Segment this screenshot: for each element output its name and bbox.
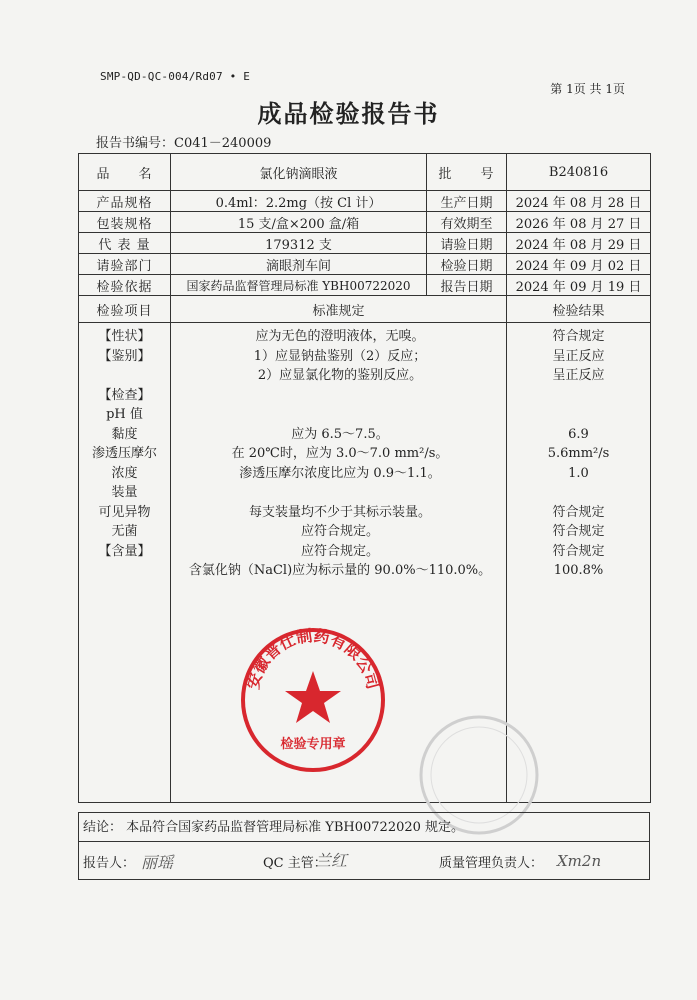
list-item: 应为无色的澄明液体，无嗅。 — [255, 329, 425, 344]
list-item: 5.6mm²/s — [547, 446, 610, 461]
pack-label: 包装规格 — [79, 212, 171, 233]
list-item: 在 20℃时，应为 3.0～7.0 mm²/s。 — [231, 446, 449, 461]
batch-label: 批 号 — [427, 154, 507, 191]
exp-value: 2026 年 08 月 27 日 — [507, 212, 651, 233]
document-code: SMP-QD-QC-004/Rd07 • E — [100, 70, 251, 83]
mfg-label: 生产日期 — [427, 191, 507, 212]
list-item: 呈正反应 — [552, 348, 605, 364]
list-item: 【检查】 — [98, 387, 151, 403]
table-row — [79, 254, 651, 275]
qa-label: 质量管理负责人： — [439, 856, 544, 871]
batch-value: B240816 — [507, 154, 651, 191]
table-row — [79, 212, 651, 233]
qc-label: QC 主管： — [263, 856, 327, 871]
items-column — [79, 323, 171, 803]
list-item: 1.0 — [568, 465, 589, 481]
list-item: 装量 — [111, 485, 138, 500]
list-item: 应符合规定。 — [300, 524, 379, 539]
list-item: 符合规定 — [552, 504, 605, 520]
exp-label: 有效期至 — [427, 212, 507, 233]
result-header: 检验结果 — [507, 296, 651, 323]
list-item: 【鉴别】 — [98, 348, 151, 364]
qty-label: 代 表 量 — [79, 233, 171, 254]
basis-label: 检验依据 — [79, 275, 171, 296]
list-item: 符合规定 — [552, 329, 605, 344]
item-header: 检验项目 — [79, 296, 171, 323]
table-row — [79, 275, 651, 296]
qc-signature: 兰红 — [315, 851, 348, 870]
spec-value: 0.4ml：2.2mg（按 Cl 计） — [171, 191, 427, 212]
page-title: 成品检验报告书 — [257, 100, 440, 128]
qty-value: 179312 支 — [171, 233, 427, 254]
list-item: 100.8% — [553, 563, 604, 578]
insp-value: 2024 年 09 月 02 日 — [507, 254, 651, 275]
conclusion-text: 结论： 本品符合国家药品监督管理局标准 YBH00722020 规定。 — [78, 812, 650, 842]
table-row — [79, 154, 651, 191]
list-item: pH 值 — [106, 407, 143, 422]
list-item: 呈正反应 — [552, 368, 605, 383]
company-stamp — [238, 625, 388, 775]
report-number: 报告书编号：C041－240009 — [96, 136, 272, 151]
standard-header: 标准规定 — [171, 296, 507, 323]
list-item: 渗透压摩尔 — [91, 446, 157, 461]
report-label: 报告日期 — [427, 275, 507, 296]
qa-signature: Xm2n — [557, 852, 602, 870]
stamp-subtext: 检验专用章 — [280, 737, 346, 752]
list-item: 可见异物 — [98, 504, 151, 520]
star-icon — [285, 671, 341, 723]
list-item: 2）应显氯化物的鉴别反应。 — [257, 368, 423, 383]
name-label: 品 名 — [79, 154, 171, 191]
list-item: 符合规定 — [552, 524, 605, 539]
stamp-text: 安徽普仕制药有限公司 — [243, 626, 383, 692]
spec-label: 产品规格 — [79, 191, 171, 212]
list-item: 【性状】 — [98, 329, 151, 344]
basis-value: 国家药品监督管理局标准 YBH00722020 — [171, 275, 427, 296]
table-row — [79, 296, 651, 323]
pack-value: 15 支/盒×200 盒/箱 — [171, 212, 427, 233]
list-item: 每支装量均不少于其标示装量。 — [248, 504, 431, 520]
reporter-label: 报告人： — [83, 856, 136, 871]
reporter-signature: 丽瑶 — [141, 853, 174, 872]
table-row — [79, 233, 651, 254]
req-label: 请验日期 — [427, 233, 507, 254]
report-value: 2024 年 09 月 19 日 — [507, 275, 651, 296]
insp-label: 检验日期 — [427, 254, 507, 275]
list-item: 无菌 — [111, 524, 138, 539]
list-item: 6.9 — [568, 426, 589, 442]
dept-label: 请验部门 — [79, 254, 171, 275]
name-value: 氯化钠滴眼液 — [171, 154, 427, 191]
list-item: 含氯化钠（NaCl)应为标示量的 90.0%～110.0%。 — [188, 563, 492, 578]
list-item: 1）应显钠盐鉴别（2）反应； — [253, 348, 427, 364]
list-item: 应符合规定。 — [300, 543, 379, 559]
table-row — [79, 191, 651, 212]
list-item: 【含量】 — [98, 543, 151, 559]
dept-value: 滴眼剂车间 — [171, 254, 427, 275]
list-item: 应为 6.5～7.5。 — [291, 426, 389, 442]
list-item: 符合规定 — [552, 543, 605, 559]
mfg-value: 2024 年 08 月 28 日 — [507, 191, 651, 212]
req-value: 2024 年 08 月 29 日 — [507, 233, 651, 254]
list-item: 黏度 — [111, 426, 138, 442]
page-info: 第 1页 共 1页 — [550, 82, 625, 96]
signature-row — [78, 842, 650, 880]
list-item: 浓度 — [111, 465, 138, 481]
list-item: 渗透压摩尔浓度比应为 0.9～1.1。 — [239, 465, 441, 481]
